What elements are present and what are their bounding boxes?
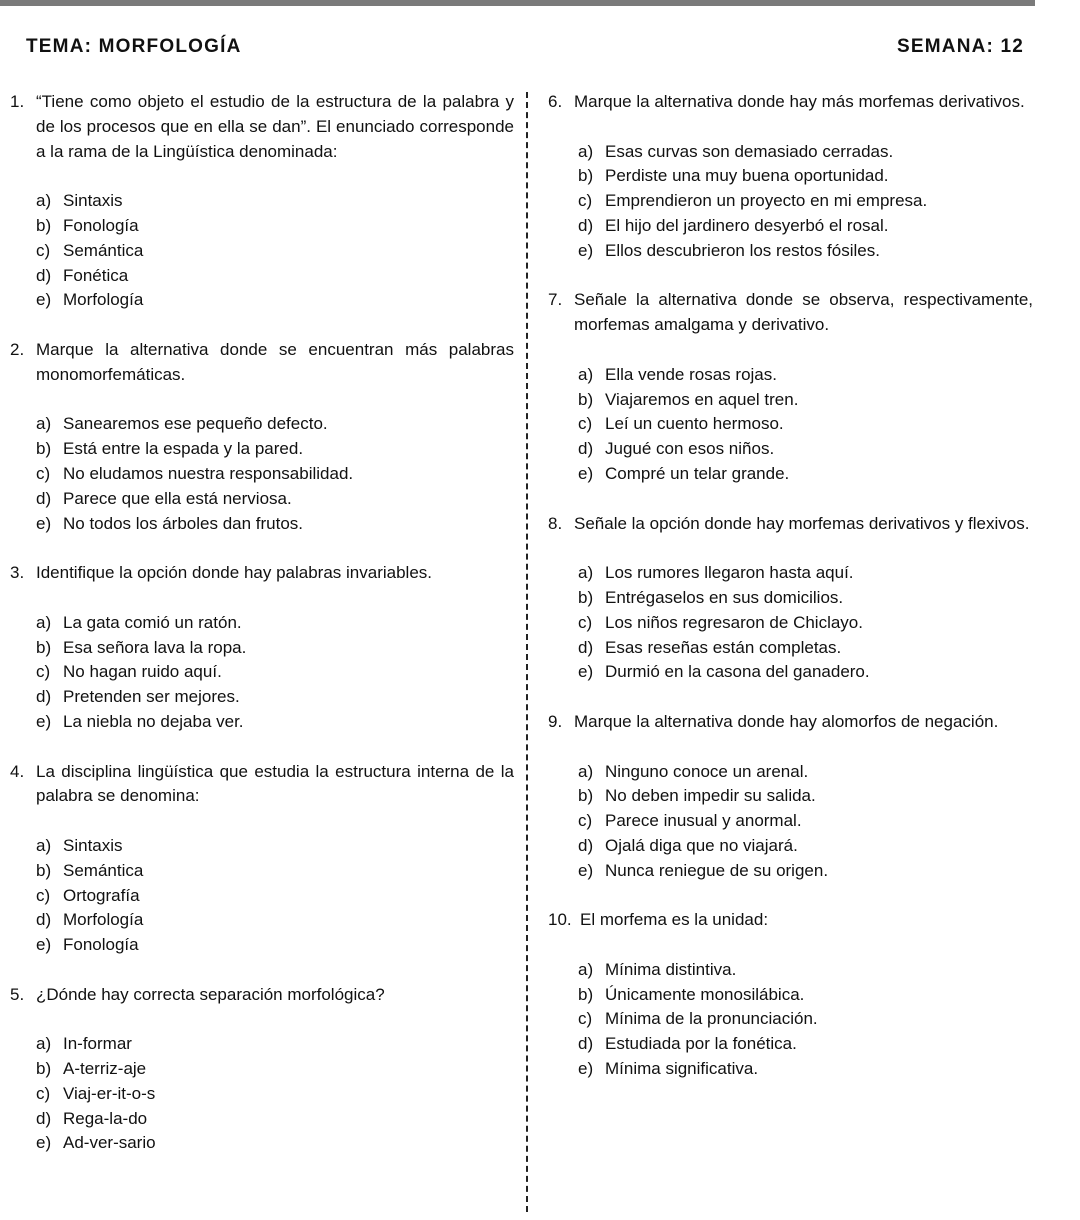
option-c: c) Viaj-er-it-o-s	[36, 1083, 156, 1103]
question-9	[548, 710, 1033, 884]
right-column	[548, 90, 1033, 1082]
option-d: d) Ojalá diga que no viajará.	[578, 835, 798, 855]
option-a: a) Mínima distintiva.	[578, 959, 737, 979]
option-a: a) Sintaxis	[36, 191, 123, 211]
option-a: a) Ella vende rosas rojas.	[578, 364, 777, 384]
option-c: c) Ortografía	[36, 885, 140, 905]
option-a: a) Los rumores llegaron hasta aquí.	[578, 563, 854, 583]
question-number: 8.	[548, 513, 563, 533]
question-number: 4.	[10, 761, 25, 781]
option-d: d) Rega-la-do	[36, 1108, 148, 1128]
question-text: Señale la opción donde hay morfemas derivativos y flexivos.	[574, 513, 1030, 533]
option-c: c) No hagan ruido aquí.	[36, 662, 222, 682]
question-text: La disciplina lingüística que estudia la estructura interna de la palabra se denomina:	[36, 761, 514, 806]
question-text: “Tiene como objeto el estudio de la estructura de la palabra y de los procesos que en ella se dan”. El enunciado corresponde a la rama de la Lingüística denominada:	[36, 92, 514, 161]
question-number: 7.	[548, 290, 563, 310]
question-1	[10, 90, 514, 313]
question-number: 9.	[548, 711, 563, 731]
question-text: ¿Dónde hay correcta separación morfológica?	[36, 984, 385, 1004]
option-b: b) Está entre la espada y la pared.	[36, 439, 304, 459]
question-text: El morfema es la unidad:	[580, 910, 769, 930]
option-d: d) Parece que ella está nerviosa.	[36, 488, 292, 508]
question-number: 10.	[548, 910, 572, 930]
option-b: b) Viajaremos en aquel tren.	[578, 389, 799, 409]
top-rule	[0, 0, 1035, 6]
option-e: e) Ellos descubrieron los restos fósiles.	[578, 240, 880, 260]
option-c: c) Mínima de la pronunciación.	[578, 1009, 818, 1029]
option-b: b) A-terriz-aje	[36, 1059, 147, 1079]
question-number: 1.	[10, 92, 25, 111]
option-a: a) Sanearemos ese pequeño defecto.	[36, 414, 328, 434]
question-2	[10, 338, 514, 536]
option-e: e) Ad-ver-sario	[36, 1133, 156, 1153]
left-column	[10, 90, 514, 1156]
option-a: a) Esas curvas son demasiado cerradas.	[578, 141, 894, 161]
question-number: 5.	[10, 984, 25, 1004]
option-b: b) No deben impedir su salida.	[578, 786, 816, 806]
question-6	[548, 90, 1033, 264]
question-8	[548, 512, 1033, 686]
question-text: Marque la alternativa donde hay más morfemas derivativos.	[574, 92, 1025, 111]
option-b: b) Esa señora lava la ropa.	[36, 637, 247, 657]
option-e: e) Morfología	[36, 290, 144, 310]
question-5	[10, 983, 514, 1157]
option-d: d) Estudiada por la fonética.	[578, 1034, 797, 1054]
option-c: c) No eludamos nuestra responsabilidad.	[36, 463, 354, 483]
option-b: b) Perdiste una muy buena oportunidad.	[578, 166, 889, 186]
option-a: a) Ninguno conoce un arenal.	[578, 761, 809, 781]
page-title: TEMA: MORFOLOGÍA	[26, 36, 242, 57]
option-e: e) Durmió en la casona del ganadero.	[578, 662, 870, 682]
question-text: Marque la alternativa donde hay alomorfos de negación.	[574, 711, 999, 731]
option-e: e) Compré un telar grande.	[578, 463, 790, 483]
option-c: c) Los niños regresaron de Chiclayo.	[578, 612, 863, 632]
option-a: a) In-formar	[36, 1034, 132, 1054]
question-10	[548, 908, 1033, 1082]
option-a: a) La gata comió un ratón.	[36, 612, 242, 632]
option-d: d) Jugué con esos niños.	[578, 439, 775, 459]
option-e: e) Mínima significativa.	[578, 1059, 759, 1079]
question-text: Marque la alternativa donde se encuentran más palabras monomorfemáticas.	[36, 339, 514, 384]
option-c: c) Semántica	[36, 240, 144, 260]
question-4	[10, 760, 514, 958]
column-divider	[526, 92, 528, 1212]
option-b: b) Fonología	[36, 215, 139, 235]
option-c: c) Emprendieron un proyecto en mi empresa.	[578, 191, 928, 211]
question-number: 3.	[10, 563, 25, 583]
option-e: e) No todos los árboles dan frutos.	[36, 513, 304, 533]
option-b: b) Únicamente monosilábica.	[578, 984, 805, 1004]
option-d: d) Fonética	[36, 265, 129, 285]
option-e: e) La niebla no dejaba ver.	[36, 711, 244, 731]
option-d: d) Morfología	[36, 910, 144, 930]
option-a: a) Sintaxis	[36, 835, 123, 855]
option-e: e) Fonología	[36, 935, 139, 955]
question-7	[548, 288, 1033, 486]
question-number: 6.	[548, 92, 563, 111]
option-c: c) Leí un cuento hermoso.	[578, 414, 784, 434]
question-3	[10, 561, 514, 735]
option-d: d) Pretenden ser mejores.	[36, 687, 240, 707]
option-e: e) Nunca reniegue de su origen.	[578, 860, 829, 880]
option-c: c) Parece inusual y anormal.	[578, 811, 802, 831]
question-text: Identifique la opción donde hay palabras invariables.	[36, 563, 432, 583]
option-d: d) Esas reseñas están completas.	[578, 637, 842, 657]
option-b: b) Semántica	[36, 860, 144, 880]
week-label: SEMANA: 12	[897, 36, 1025, 57]
question-number: 2.	[10, 339, 25, 359]
option-b: b) Entrégaselos en sus domicilios.	[578, 587, 844, 607]
option-d: d) El hijo del jardinero desyerbó el rosal.	[578, 215, 889, 235]
question-text: Señale la alternativa donde se observa, respectivamente, morfemas amalgama y derivativo.	[574, 290, 1033, 335]
